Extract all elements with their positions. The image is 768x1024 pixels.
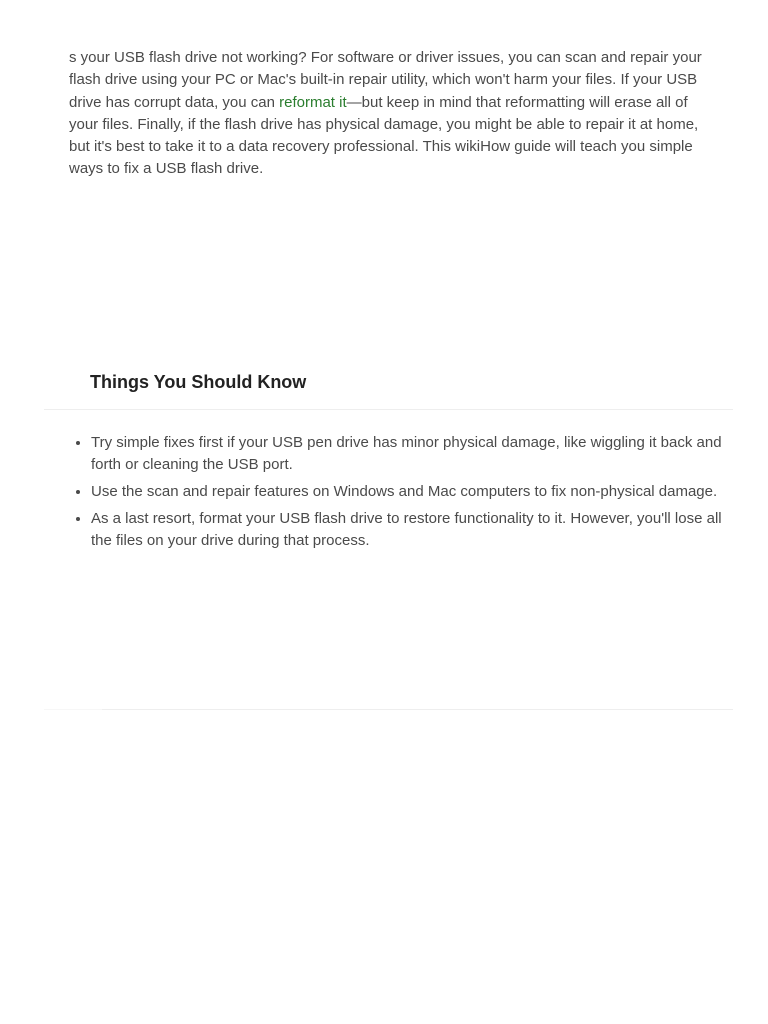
bottom-divider	[102, 709, 733, 710]
section-divider	[44, 409, 733, 410]
intro-paragraph	[69, 47, 709, 181]
reformat-link[interactable]: reformat it	[279, 93, 347, 111]
things-to-know-list	[71, 432, 731, 557]
bottom-divider-left	[44, 709, 102, 710]
things-to-know-heading: Things You Should Know	[90, 372, 307, 392]
list-item: • As a last resort, format your USB flash drive to restore functionality to it. However, you'll lose all the files on your drive during that process.	[91, 508, 731, 553]
list-item: • Use the scan and repair features on Windows and Mac computers to fix non-physical damage.	[91, 481, 731, 503]
intro-text-end: —but keep in mind that reformatting will erase all of your files. Finally, if the flash drive has physical damage, you might be able to repair it at home, but it's best to take it to a data recovery professional. This wikiHow guide will teach you simple ways to fix a USB flash drive.	[69, 93, 699, 178]
intro-text-start: s your USB flash drive not working? For software or driver issues, you can scan and repair your flash drive using your PC or Mac's built-in repair utility, which won't harm your files. If your USB drive has corrupt data, you can	[69, 49, 702, 111]
list-item: • Try simple fixes first if your USB pen drive has minor physical damage, like wiggling it back and forth or cleaning the USB port.	[91, 432, 731, 477]
